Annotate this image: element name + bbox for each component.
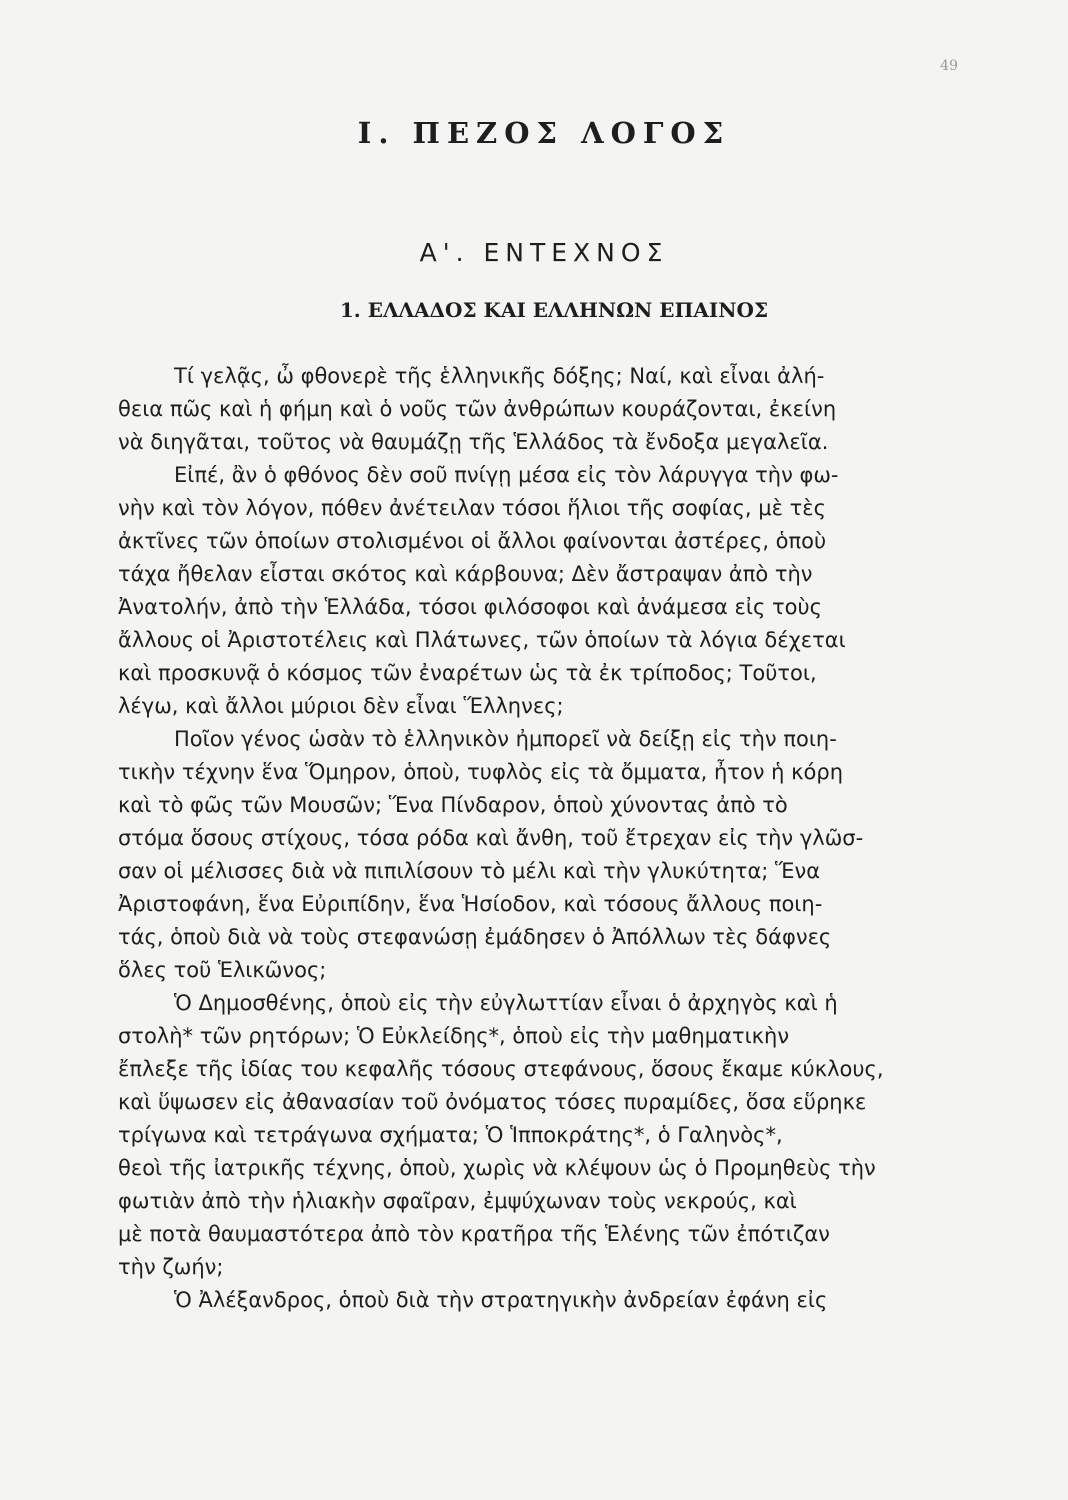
text-line: ἄλλους οἱ Ἀριστοτέλεις καὶ Πλάτωνες, τῶν ὁποίων τὰ λόγια δέχεται [118,628,846,652]
text-line: ἔπλεξε τῆς ἰδίας του κεφαλῆς τόσους στεφάνους, ὅσους ἔκαμε κύκλους, [118,1057,884,1081]
text-line: καὶ τὸ φῶς τῶν Μουσῶν; Ἕνα Πίνδαρον, ὁποὺ χύνοντας ἀπὸ τὸ [118,793,788,817]
body-text [118,360,988,1317]
text-line: Ὁ Δημοσθένης, ὁποὺ εἰς τὴν εὐγλωττίαν εἶναι ὁ ἀρχηγὸς καὶ ἡ [174,991,838,1015]
text-line: θεοὶ τῆς ἰατρικῆς τέχνης, ὁποὺ, χωρὶς νὰ κλέψουν ὡς ὁ Προμηθεὺς τὴν [118,1156,876,1180]
text-line: φωτιὰν ἀπὸ τὴν ἡλιακὴν σφαῖραν, ἐμψύχωναν τοὺς νεκρούς, καὶ [118,1189,797,1213]
text-line: τρίγωνα καὶ τετράγωνα σχήματα; Ὁ Ἱπποκράτης*, ὁ Γαληνὸς*, [118,1123,783,1147]
text-line: Εἰπέ, ἂν ὁ φθόνος δὲν σοῦ πνίγῃ μέσα εἰς τὸν λάρυγγα τὴν φω- [174,463,839,487]
text-line: νὰ διηγᾶται, τοῦτος νὰ θαυμάζῃ τῆς Ἑλλάδος τὰ ἔνδοξα μεγαλεῖα. [118,430,829,454]
text-line: τὴν ζωήν; [118,1255,224,1279]
text-line: Ἀριστοφάνη, ἕνα Εὐριπίδην, ἕνα Ἡσίοδον, καὶ τόσους ἄλλους ποιη- [118,892,823,916]
text-line: σαν οἱ μέλισσες διὰ νὰ πιπιλίσουν τὸ μέλι καὶ τὴν γλυκύτητα; Ἕνα [118,859,821,883]
text-line: τάς, ὁποὺ διὰ νὰ τοὺς στεφανώσῃ ἐμάδησεν ὁ Ἀπόλλων τὲς δάφνες [118,925,832,949]
text-line: ἀκτῖνες τῶν ὁποίων στολισμένοι οἱ ἄλλοι φαίνονται ἀστέρες, ὁποὺ [118,529,827,553]
text-line: Ἀνατολήν, ἀπὸ τὴν Ἑλλάδα, τόσοι φιλόσοφοι καὶ ἀνάμεσα εἰς τοὺς [118,595,822,619]
text-line: στόμα ὅσους στίχους, τόσα ρόδα καὶ ἄνθη, τοῦ ἔτρεχαν εἰς τὴν γλῶσ- [118,826,864,850]
text-line: Τί γελᾷς, ὦ φθονερὲ τῆς ἑλληνικῆς δόξης; Ναί, καὶ εἶναι ἀλή- [174,364,825,388]
text-line: τάχα ἤθελαν εἶσται σκότος καὶ κάρβουνα; Δὲν ἄστραψαν ἀπὸ τὴν [118,562,813,586]
text-line: Ὁ Ἀλέξανδρος, ὁποὺ διὰ τὴν στρατηγικὴν ἀνδρείαν ἐφάνη εἰς [174,1288,828,1312]
text-line: καὶ ὕψωσεν εἰς ἀθανασίαν τοῦ ὀνόματος τόσες πυραμίδες, ὅσα εὕρηκε [118,1090,867,1114]
chapter-title: 1. ΕΛΛΑΔΟΣ ΚΑΙ ΕΛΛΗΝΩΝ ΕΠΑΙΝΟΣ [339,298,769,322]
section-title: Α'. ΕΝΤΕΧΝΟΣ [419,238,669,267]
text-line: καὶ προσκυνᾷ ὁ κόσμος τῶν ἐναρέτων ὡς τὰ ἐκ τρίποδος; Τοῦτοι, [118,661,817,685]
part-title: I. ΠΕΖΟΣ ΛΟΓΟΣ [357,116,731,150]
text-line: μὲ ποτὰ θαυμαστότερα ἀπὸ τὸν κρατῆρα τῆς Ἑλένης τῶν ἐπότιζαν [118,1222,830,1246]
text-line: ὅλες τοῦ Ἑλικῶνος; [118,958,327,982]
text-line: λέγω, καὶ ἄλλοι μύριοι δὲν εἶναι Ἕλληνες; [118,694,564,718]
text-line: νὴν καὶ τὸν λόγον, πόθεν ἀνέτειλαν τόσοι ἥλιοι τῆς σοφίας, μὲ τὲς [118,496,826,520]
text-line: στολὴ* τῶν ρητόρων; Ὁ Εὐκλείδης*, ὁποὺ εἰς τὴν μαθηματικὴν [118,1024,790,1048]
text-line: θεια πῶς καὶ ἡ φήμη καὶ ὁ νοῦς τῶν ἀνθρώπων κουράζονται, ἐκείνη [118,397,837,421]
page-number: 49 [940,58,958,74]
text-line: Ποῖον γένος ὡσὰν τὸ ἑλληνικὸν ἠμπορεῖ νὰ δείξῃ εἰς τὴν ποιη- [174,727,837,751]
text-line: τικὴν τέχνην ἕνα Ὅμηρον, ὁποὺ, τυφλὸς εἰς τὰ ὄμματα, ἦτον ἡ κόρη [118,760,844,784]
